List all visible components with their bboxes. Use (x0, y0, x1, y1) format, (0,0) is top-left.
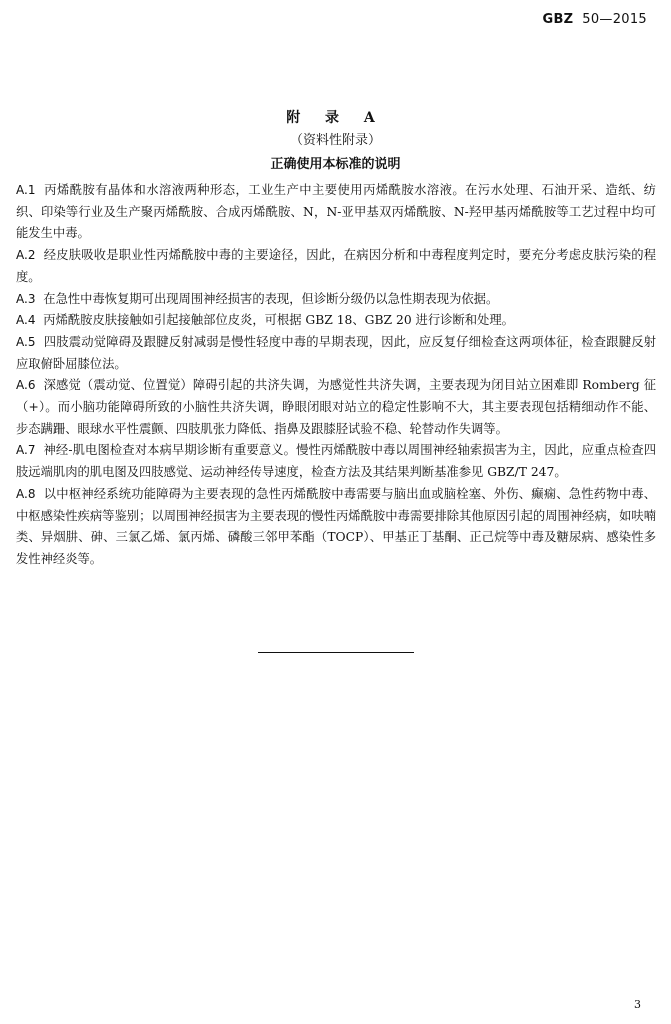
clause-a3 (16, 289, 656, 311)
clause-id: A.6 (16, 378, 36, 393)
clause-id: A.8 (16, 486, 36, 501)
clause-id: A.2 (16, 248, 36, 263)
clause-id: A.3 (16, 291, 36, 306)
clause-a2 (16, 245, 656, 288)
clause-id: A.4 (16, 313, 36, 328)
appendix-title: 附 录 A (286, 110, 385, 126)
clause-text: 丙烯酰胺有晶体和水溶液两种形态，工业生产中主要使用丙烯酰胺水溶液。在污水处理、石油开采、造纸、纺织、印染等行业及生产聚丙烯酰胺、合成丙烯酰胺、N，N-亚甲基双丙烯酰胺、N-羟甲基丙烯酰胺等工艺过程中均可能发生中毒。 (16, 183, 656, 241)
clause-a1 (16, 180, 656, 245)
clause-text: 在急性中毒恢复期可出现周围神经损害的表现，但诊断分级仍以急性期表现为依据。 (43, 291, 499, 306)
appendix-body (16, 180, 656, 571)
clause-id: A.7 (16, 443, 36, 458)
end-rule (258, 652, 414, 653)
clause-a7 (16, 440, 656, 483)
clause-id: A.5 (16, 334, 36, 349)
standard-code: GBZ (542, 12, 574, 27)
clause-text: 以中枢神经系统功能障碍为主要表现的急性丙烯酰胺中毒需要与脑出血或脑栓塞、外伤、癫痫、急性药物中毒、中枢感染性疾病等鉴别；以周围神经损害为主要表现的慢性丙烯酰胺中毒需要排除其他原因引起的周围神经病，如呋喃类、异烟肼、砷、三氯乙烯、氯丙烯、磷酸三邻甲苯酯（TOCP）、甲基正丁基酮、正己烷等中毒及糖尿病、感染性多发性神经炎等。 (16, 486, 656, 566)
appendix-heading: 正确使用本标准的说明 (270, 157, 401, 172)
standard-number (542, 12, 647, 27)
clause-a4 (16, 310, 656, 332)
clause-a6 (16, 375, 656, 440)
clause-text: 深感觉（震动觉、位置觉）障碍引起的共济失调，为感觉性共济失调，主要表现为闭目站立困难即 Romberg 征（+）。而小脑功能障碍所致的小脑性共济失调，睁眼闭眼对站立的稳定性影响不大，其主要表现包括精细动作不能、步态蹒跚、眼球水平性震颤、四肢肌张力降低、指鼻及跟膝胫试验不稳、轮替动作失调等。 (16, 378, 656, 436)
clause-text: 经皮肤吸收是职业性丙烯酰胺中毒的主要途径，因此，在病因分析和中毒程度判定时，要充分考虑皮肤污染的程度。 (16, 248, 656, 284)
page-number: 3 (634, 998, 641, 1011)
clause-a5 (16, 332, 656, 375)
clause-id: A.1 (16, 183, 36, 197)
clause-text: 神经-肌电图检查对本病早期诊断有重要意义。慢性丙烯酰胺中毒以周围神经轴索损害为主，因此，应重点检查四肢远端肌肉的肌电图及四肢感觉、运动神经传导速度，检查方法及其结果判断基准参见 GBZ/T 247。 (16, 443, 656, 480)
standard-year: 50—2015 (582, 12, 647, 27)
clause-text: 四肢震动觉障碍及跟腱反射减弱是慢性轻度中毒的早期表现，因此，应反复仔细检查这两项体征，检查跟腱反射应取俯卧屈膝位法。 (16, 334, 656, 371)
appendix-header (0, 108, 671, 175)
appendix-subtitle: （资料性附录） (289, 133, 381, 148)
clause-text: 丙烯酰胺皮肤接触如引起接触部位皮炎，可根据 GBZ 18、GBZ 20 进行诊断和处理。 (43, 313, 514, 328)
clause-a8 (16, 484, 656, 571)
